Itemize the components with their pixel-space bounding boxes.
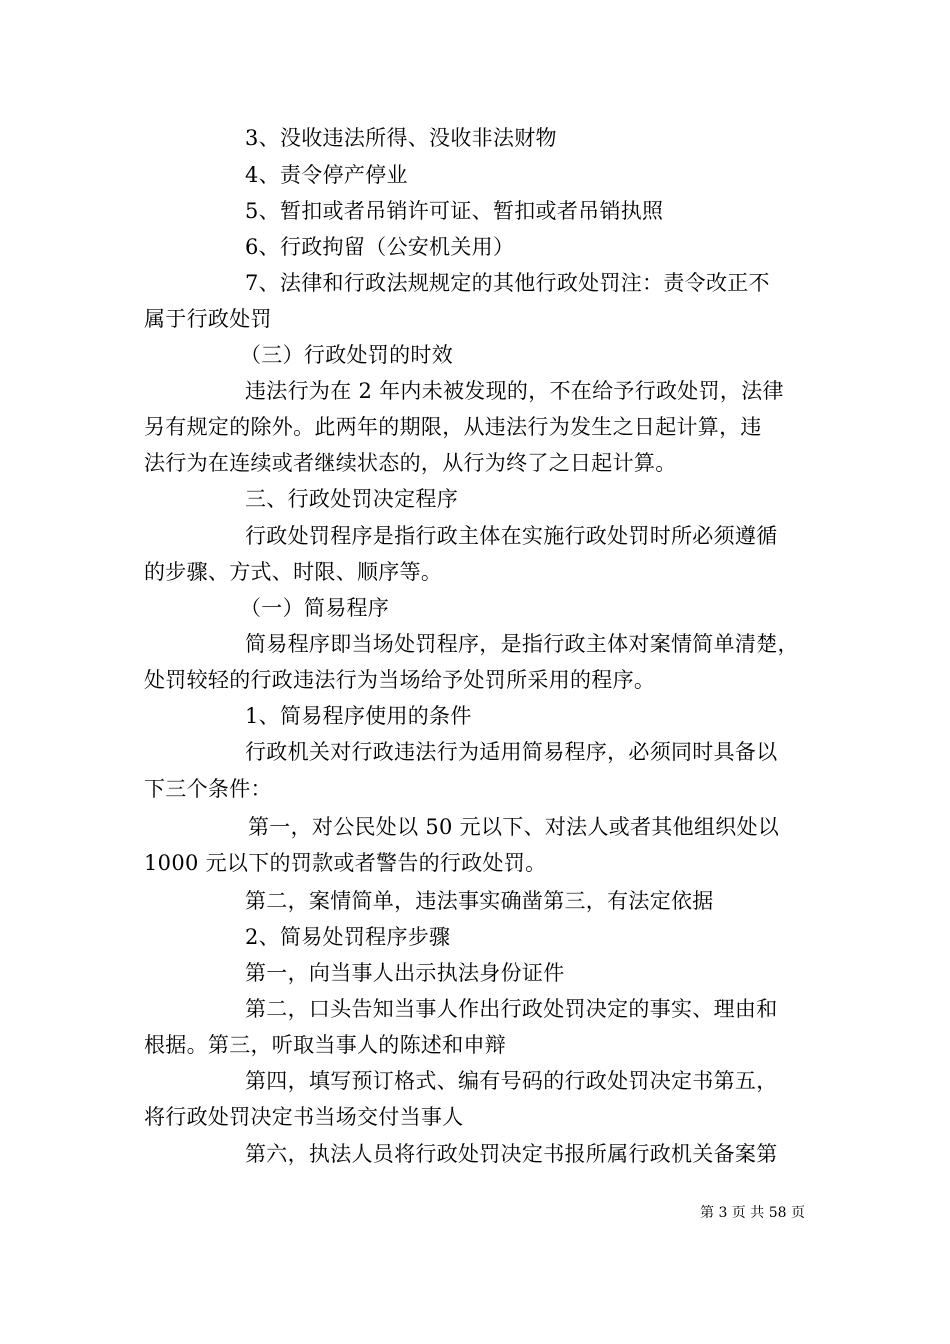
text-line-24: 第一，向当事人出示执法身份证件 <box>245 961 565 985</box>
text-line-8: 违法行为在 2 年内未被发现的，不在给予行政处罚，法律 <box>245 379 784 403</box>
text-line-13: 的步骤、方式、时限、顺序等。 <box>144 560 443 584</box>
text-line-29: 第六，执法人员将行政处罚决定书报所属行政机关备案第 <box>245 1142 778 1166</box>
text-line-7: （三）行政处罚的时效 <box>240 343 453 367</box>
text-line-28: 将行政处罚决定书当场交付当事人 <box>144 1105 464 1129</box>
page-number-footer: 第 3 页 共 58 页 <box>700 1205 805 1221</box>
text-line-10: 法行为在连续或者继续状态的，从行为终了之日起计算。 <box>144 451 677 475</box>
text-line-15: 简易程序即当场处罚程序，是指行政主体对案情简单清楚， <box>245 632 799 656</box>
text-line-5: 7、法律和行政法规规定的其他行政处罚注：责令改正不 <box>245 271 770 295</box>
text-line-16: 处罚较轻的行政违法行为当场给予处罚所采用的程序。 <box>144 668 656 692</box>
text-line-2: 4、责令停产停业 <box>245 163 408 187</box>
text-line-26: 根据。第三，听取当事人的陈述和申辩 <box>144 1033 507 1057</box>
text-line-25: 第二，口头告知当事人作出行政处罚决定的事实、理由和 <box>245 997 778 1021</box>
text-line-17: 1、简易程序使用的条件 <box>245 704 472 728</box>
text-line-14: （一）简易程序 <box>240 596 390 620</box>
text-line-3: 5、暂扣或者吊销许可证、暂扣或者吊销执照 <box>245 199 664 223</box>
text-line-22: 第二，案情简单，违法事实确凿第三，有法定依据 <box>245 889 714 913</box>
text-line-1: 3、没收违法所得、没收非法财物 <box>245 126 557 150</box>
text-line-21: 1000 元以下的罚款或者警告的行政处罚。 <box>144 851 547 875</box>
text-line-4: 6、行政拘留（公安机关用） <box>245 235 515 259</box>
text-line-12: 行政处罚程序是指行政主体在实施行政处罚时所必须遵循 <box>245 524 778 548</box>
text-line-19: 下三个条件： <box>144 777 272 801</box>
text-line-11: 三、行政处罚决定程序 <box>245 487 458 511</box>
text-line-20: 第一，对公民处以 50 元以下、对法人或者其他组织处以 <box>248 815 780 839</box>
text-line-9: 另有规定的除外。此两年的期限，从违法行为发生之日起计算，违 <box>144 415 762 439</box>
text-line-6: 属于行政处罚 <box>144 307 272 331</box>
text-line-23: 2、简易处罚程序步骤 <box>245 925 451 949</box>
text-line-27: 第四，填写预订格式、编有号码的行政处罚决定书第五， <box>245 1069 778 1093</box>
text-line-18: 行政机关对行政违法行为适用简易程序，必须同时具备以 <box>245 740 778 764</box>
